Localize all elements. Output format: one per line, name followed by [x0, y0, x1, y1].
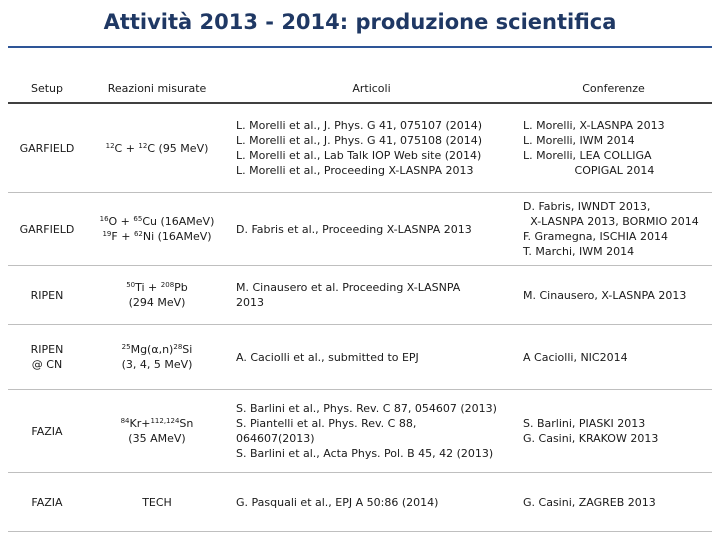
conferences-cell: [515, 325, 712, 390]
conference-entry: L. Morelli, X-LASNPA 2013: [523, 119, 665, 132]
reaction-formula: $^{25}Mg(\alpha,n)^{28}Si$: [121, 343, 193, 356]
articles-cell: [228, 103, 515, 193]
reaction-cell: [86, 325, 228, 390]
article-entry: 064607(2013): [236, 432, 315, 445]
articles-cell: [228, 390, 515, 473]
table-header-row: [8, 74, 712, 103]
article-entry: A. Caciolli et al., submitted to EPJ: [236, 350, 419, 364]
title-underline: [8, 46, 712, 48]
header-articles: Articoli: [228, 74, 515, 103]
articles-cell: [228, 473, 515, 532]
article-entry: 2013: [236, 296, 264, 309]
setup-location: @ CN: [31, 358, 63, 371]
conference-entry: X-LASNPA 2013, BORMIO 2014: [530, 215, 699, 228]
articles-cell: [228, 266, 515, 325]
conference-entry: L. Morelli, LEA COLLIGA: [523, 149, 652, 162]
article-entry: D. Fabris et al., Proceeding X-LASNPA 2013: [236, 222, 472, 236]
reaction-cell: [86, 103, 228, 193]
reaction-formula: $^{19}$F + $^{62}$Ni (16AMeV): [102, 230, 212, 243]
reaction-formula: $^{16}$O + $^{65}$Cu (16AMeV): [99, 215, 215, 228]
slide-title: Attività 2013 - 2014: produzione scientifica: [103, 10, 617, 34]
conference-entry: G. Casini, ZAGREB 2013: [523, 495, 656, 509]
header-conferences: Conferenze: [515, 74, 712, 103]
conference-entry: T. Marchi, IWM 2014: [523, 245, 635, 258]
setup-cell: GARFIELD: [19, 141, 75, 155]
reaction-formula: $^{12}$C + $^{12}$C (95 MeV): [105, 141, 209, 155]
article-entry: G. Pasquali et al., EPJ A 50:86 (2014): [236, 495, 439, 509]
setup-cell: FAZIA: [31, 424, 63, 438]
conferences-cell: [515, 193, 712, 266]
conferences-cell: [515, 390, 712, 473]
conference-entry: S. Barlini, PIASKI 2013: [523, 417, 646, 430]
table-row: [8, 193, 712, 266]
articles-cell: [228, 193, 515, 266]
article-entry: M. Cinausero et al. Proceeding X-LASNPA: [236, 281, 461, 294]
reaction-cell: [86, 266, 228, 325]
conference-entry: L. Morelli, IWM 2014: [523, 134, 635, 147]
conference-entry: D. Fabris, IWNDT 2013,: [523, 200, 651, 213]
reaction-cell: TECH: [142, 495, 172, 509]
article-entry: L. Morelli et al., Proceeding X-LASNPA 2013: [236, 164, 474, 177]
setup-cell: GARFIELD: [19, 222, 75, 236]
table-row: [8, 390, 712, 473]
article-entry: S. Barlini et al., Phys. Rev. C 87, 054607 (2013): [236, 402, 497, 415]
setup-name: RIPEN: [30, 343, 64, 356]
reaction-energy: (294 MeV): [128, 296, 186, 309]
article-entry: S. Barlini et al., Acta Phys. Pol. B 45, 42 (2013): [236, 447, 494, 460]
conference-entry: F. Gramegna, ISCHIA 2014: [523, 230, 668, 243]
setup-cell: RIPEN: [30, 288, 64, 302]
table-row: [8, 103, 712, 193]
setup-cell: FAZIA: [31, 495, 63, 509]
table-row: [8, 325, 712, 390]
article-entry: L. Morelli et al., J. Phys. G 41, 075107 (2014): [236, 119, 483, 132]
reaction-energy: (35 AMeV): [128, 432, 186, 445]
reaction-formula: $^{50}$Ti + $^{208}$Pb: [126, 281, 188, 294]
article-entry: L. Morelli et al., Lab Talk IOP Web site (2014): [236, 149, 482, 162]
table-row: [8, 266, 712, 325]
conferences-cell: [515, 473, 712, 532]
reaction-cell: [86, 390, 228, 473]
conferences-cell: [515, 266, 712, 325]
conference-entry: G. Casini, KRAKOW 2013: [523, 432, 659, 445]
article-entry: L. Morelli et al., J. Phys. G 41, 075108 (2014): [236, 134, 483, 147]
reaction-cell: [86, 193, 228, 266]
conference-entry: COPIGAL 2014: [574, 164, 655, 177]
setup-cell: [8, 325, 86, 390]
reaction-energy: (3, 4, 5 MeV): [121, 358, 193, 371]
article-entry: S. Piantelli et al. Phys. Rev. C 88,: [236, 417, 417, 430]
conferences-cell: [515, 103, 712, 193]
header-reactions: Reazioni misurate: [86, 74, 228, 103]
articles-cell: [228, 325, 515, 390]
conference-entry: M. Cinausero, X-LASNPA 2013: [523, 288, 687, 302]
conference-entry: A Caciolli, NIC2014: [523, 350, 628, 364]
reaction-formula: $^{84}$Kr+$^{112,124}$Sn: [120, 417, 194, 430]
header-setup: Setup: [8, 74, 86, 103]
publications-table: [8, 74, 712, 532]
table-row: [8, 473, 712, 532]
